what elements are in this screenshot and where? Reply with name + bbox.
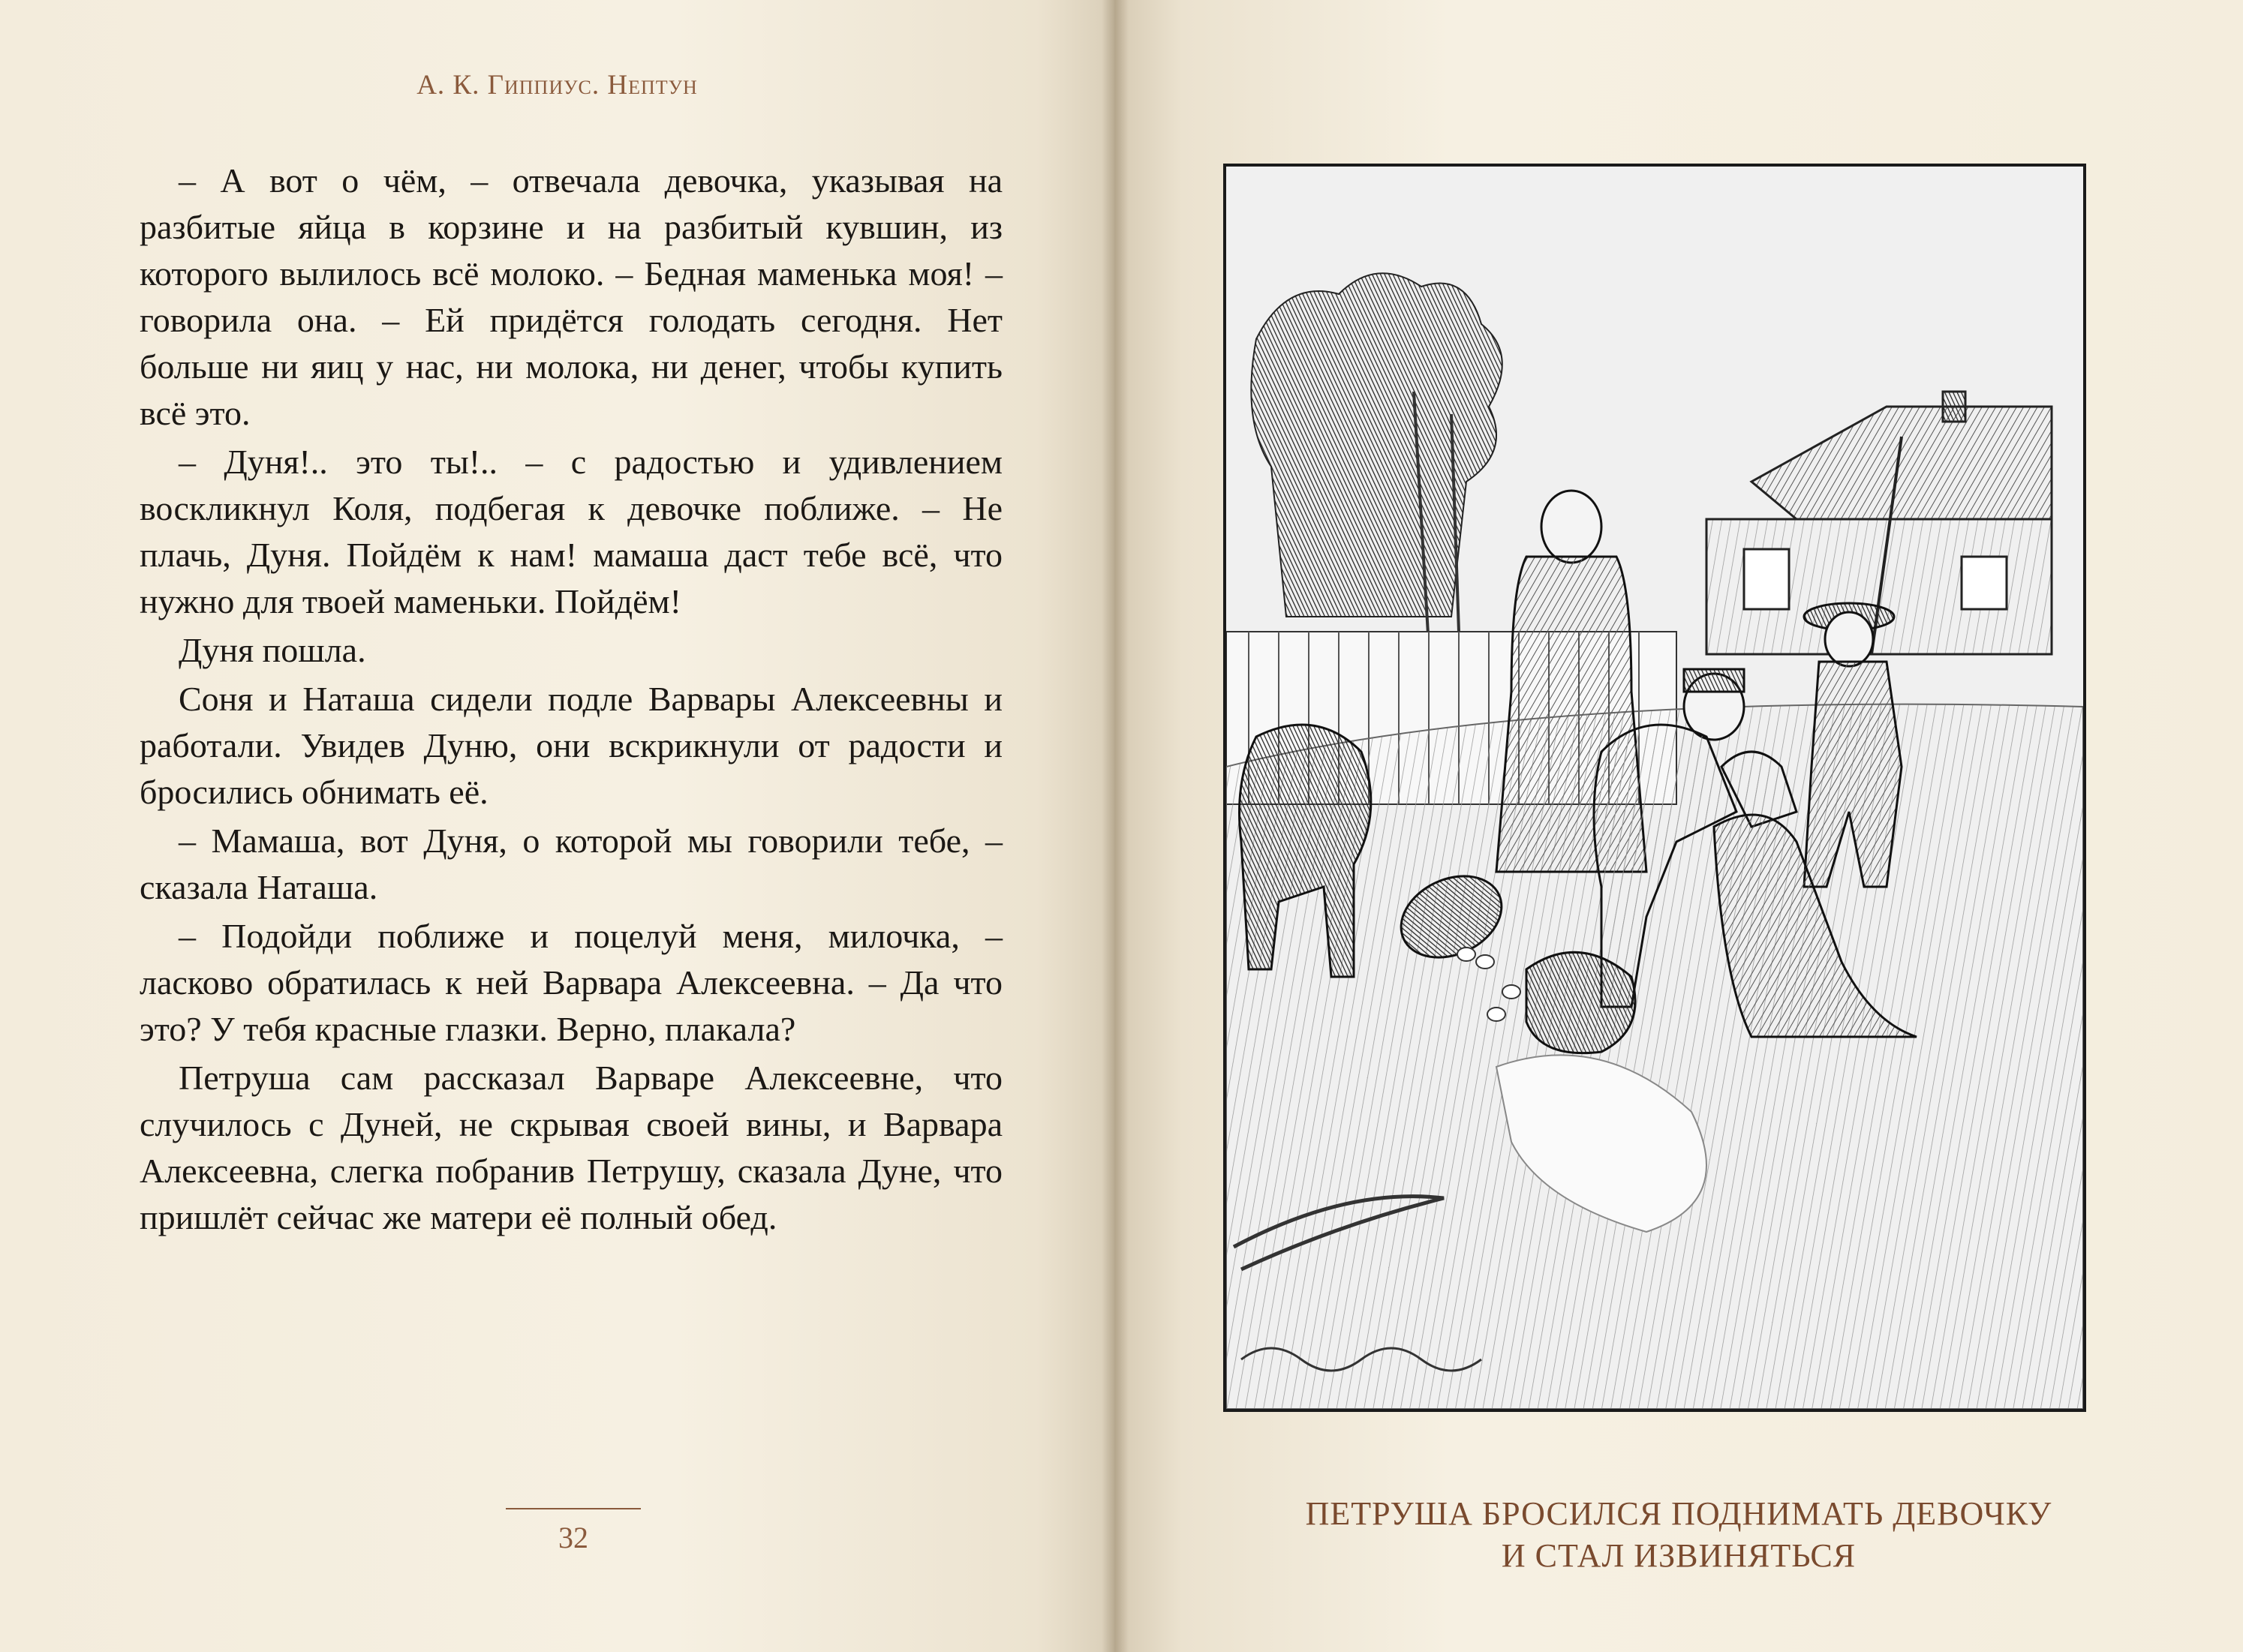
book-gutter xyxy=(1102,0,1129,1652)
paragraph: – Подойди поближе и поцелуй меня, милочка, – ласково обратилась к ней Варвара Алексеевна. – Да что это? У тебя красные глазки. Верно, плакала? xyxy=(140,917,1003,1048)
paragraph: Дуня пошла. xyxy=(179,631,366,669)
paragraph: – Мамаша, вот Дуня, о которой мы говорили тебе, – сказала Наташа. xyxy=(140,821,1003,906)
paragraph: Соня и Наташа сидели подле Варвары Алексеевны и работали. Увидев Дуню, они вскрикнули от радости и бросились обнимать её. xyxy=(140,680,1003,811)
engraving-illustration xyxy=(1226,167,2083,1409)
body-text xyxy=(140,158,1003,1243)
folio-rule xyxy=(506,1508,641,1509)
broken-jug xyxy=(1526,952,1635,1053)
illustration-caption xyxy=(1114,1493,2243,1577)
left-page xyxy=(0,0,1114,1652)
paragraph: – А вот о чём, – отвечала девочка, указывая на разбитые яйца в корзине и на разбитый кувшин, из которого вылилось всё молоко. – Бедная маменька моя! – говорила она. – Ей придётся голодать сегодня. Нет больше ни яиц у нас, ни молока, ни денег, чтобы купить всё это. xyxy=(140,161,1003,432)
caption-line: ПЕТРУША БРОСИЛСЯ ПОДНИМАТЬ ДЕВОЧКУ xyxy=(1305,1495,2052,1532)
running-head: А. К. Гиппиус. Нептун xyxy=(416,70,698,101)
paragraph: Петруша сам рассказал Варваре Алексеевне, что случилось с Дуней, не скрывая своей вины, и Варвара Алексеевна, слегка побранив Петрушу, сказала Дуне, что пришлёт сейчас же матери её полный обед. xyxy=(140,1059,1003,1236)
illustration-plate xyxy=(1223,164,2086,1412)
paragraph: – Дуня!.. это ты!.. – с радостью и удивлением воскликнул Коля, подбегая к девочке поближе. – Не плачь, Дуня. Пойдём к нам! мамаша даст тебе всё, что нужно для твоей маменьки. Пойдём! xyxy=(140,443,1003,620)
caption-line: И СТАЛ ИЗВИНЯТЬСЯ xyxy=(1501,1537,1857,1574)
page-number: 32 xyxy=(558,1521,588,1554)
